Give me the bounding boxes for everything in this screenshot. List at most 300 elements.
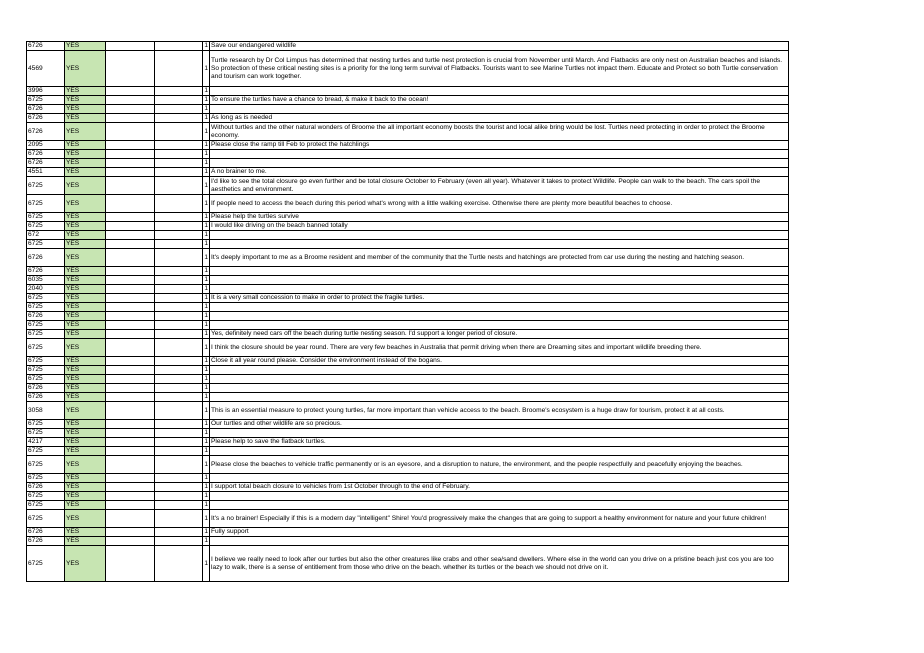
postcode-cell[interactable]: 6725 [27, 96, 65, 105]
empty-cell[interactable] [155, 312, 203, 321]
count-cell[interactable]: 1 [204, 285, 208, 292]
empty-cell[interactable] [106, 384, 155, 393]
postcode-cell[interactable]: 672 [27, 231, 65, 240]
postcode-cell[interactable]: 4569 [27, 51, 65, 87]
table-row [27, 393, 789, 402]
empty-cell[interactable] [155, 249, 203, 267]
postcode-cell[interactable]: 3996 [27, 87, 65, 96]
empty-cell[interactable] [106, 105, 155, 114]
empty-cell[interactable] [106, 429, 155, 438]
empty-cell[interactable] [106, 177, 155, 195]
empty-cell[interactable] [106, 114, 155, 123]
answer-cell[interactable]: YES [65, 501, 106, 510]
count-cell[interactable]: 1 [204, 366, 208, 373]
empty-cell[interactable] [106, 438, 155, 447]
empty-cell[interactable] [155, 195, 203, 213]
answer-cell[interactable]: YES [65, 546, 106, 582]
count-cell[interactable]: 1 [204, 294, 208, 301]
table-row [27, 438, 789, 447]
count-cell[interactable]: 1 [203, 177, 210, 195]
comment-cell[interactable] [210, 501, 789, 510]
comment-cell[interactable] [210, 87, 789, 96]
comment-cell[interactable]: It is a very small concession to make in order to protect the fragile turtles. [210, 294, 789, 303]
answer-cell[interactable]: YES [65, 105, 106, 114]
answer-cell[interactable]: YES [65, 213, 106, 222]
empty-cell[interactable] [155, 546, 203, 582]
empty-cell[interactable] [155, 123, 203, 141]
empty-cell[interactable] [155, 339, 203, 357]
empty-cell[interactable] [106, 195, 155, 213]
count-cell[interactable]: 1 [204, 267, 208, 274]
table-row [27, 528, 789, 537]
postcode-cell[interactable]: 2095 [27, 141, 65, 150]
comment-cell[interactable] [210, 276, 789, 285]
empty-cell[interactable] [106, 87, 155, 96]
empty-cell[interactable] [155, 240, 203, 249]
comment-cell[interactable] [210, 384, 789, 393]
comment-cell[interactable]: I support total beach closure to vehicles from 1st October through to the end of February. [210, 483, 789, 492]
comment-cell[interactable] [210, 447, 789, 456]
postcode-cell[interactable]: 4217 [27, 438, 65, 447]
count-cell[interactable]: 1 [204, 105, 208, 112]
answer-cell[interactable]: YES [65, 231, 106, 240]
comment-cell[interactable]: Please help to save the flatback turtles. [210, 438, 789, 447]
empty-cell[interactable] [155, 528, 203, 537]
postcode-cell[interactable]: 6726 [27, 384, 65, 393]
comment-cell[interactable] [210, 303, 789, 312]
postcode-cell[interactable]: 6726 [27, 528, 65, 537]
answer-cell[interactable]: YES [65, 141, 106, 150]
postcode-cell[interactable]: 6725 [27, 456, 65, 474]
comment-cell[interactable]: Close it all year round please. Consider the environment instead of the bogans. [210, 357, 789, 366]
count-cell[interactable]: 1 [204, 114, 208, 121]
empty-cell[interactable] [155, 447, 203, 456]
empty-cell[interactable] [106, 474, 155, 483]
postcode-cell[interactable]: 6725 [27, 375, 65, 384]
table-row [27, 159, 789, 168]
table-row [27, 114, 789, 123]
comment-cell[interactable] [210, 321, 789, 330]
table-body [27, 42, 789, 582]
count-cell[interactable]: 1 [204, 474, 208, 481]
empty-cell[interactable] [106, 483, 155, 492]
empty-cell[interactable] [155, 375, 203, 384]
count-cell[interactable]: 1 [204, 528, 208, 535]
empty-cell[interactable] [106, 321, 155, 330]
postcode-cell[interactable]: 2040 [27, 285, 65, 294]
count-cell[interactable]: 1 [204, 87, 208, 94]
comment-cell[interactable]: Save our endangered wildlife [210, 42, 789, 51]
comment-cell[interactable]: I'd like to see the total closure go even further and be total closure October to February (even all year). Whatever it takes to protect Wildlife. People can walk to the beach. The cars spoil the aesthetics and environment. [210, 177, 789, 195]
postcode-cell[interactable]: 6725 [27, 546, 65, 582]
empty-cell[interactable] [106, 303, 155, 312]
postcode-cell[interactable]: 6725 [27, 501, 65, 510]
table-row [27, 357, 789, 366]
answer-cell[interactable]: YES [65, 159, 106, 168]
table-row [27, 546, 789, 582]
postcode-cell[interactable]: 6726 [27, 159, 65, 168]
answer-cell[interactable]: YES [65, 96, 106, 105]
postcode-cell[interactable]: 6726 [27, 114, 65, 123]
empty-cell[interactable] [106, 375, 155, 384]
empty-cell[interactable] [106, 267, 155, 276]
empty-cell[interactable] [155, 429, 203, 438]
postcode-cell[interactable]: 6725 [27, 420, 65, 429]
postcode-cell[interactable]: 6725 [27, 510, 65, 528]
table-row [27, 456, 789, 474]
answer-cell[interactable]: YES [65, 339, 106, 357]
postcode-cell[interactable]: 6725 [27, 339, 65, 357]
empty-cell[interactable] [155, 285, 203, 294]
count-cell[interactable]: 1 [204, 303, 208, 310]
comment-cell[interactable] [210, 312, 789, 321]
answer-cell[interactable]: YES [65, 366, 106, 375]
count-cell[interactable]: 1 [204, 483, 208, 490]
count-cell[interactable]: 1 [203, 249, 210, 267]
postcode-cell[interactable]: 6725 [27, 222, 65, 231]
comment-cell[interactable]: I would like driving on the beach banned totally [210, 222, 789, 231]
empty-cell[interactable] [155, 222, 203, 231]
answer-cell[interactable]: YES [65, 537, 106, 546]
empty-cell[interactable] [155, 366, 203, 375]
comment-cell[interactable] [210, 150, 789, 159]
count-cell[interactable]: 1 [203, 510, 210, 528]
count-cell[interactable]: 1 [203, 402, 210, 420]
empty-cell[interactable] [106, 285, 155, 294]
answer-cell[interactable]: YES [65, 483, 106, 492]
comment-cell[interactable] [210, 366, 789, 375]
empty-cell[interactable] [155, 456, 203, 474]
empty-cell[interactable] [106, 123, 155, 141]
answer-cell[interactable]: YES [65, 420, 106, 429]
empty-cell[interactable] [106, 249, 155, 267]
empty-cell[interactable] [106, 339, 155, 357]
postcode-cell[interactable]: 6725 [27, 366, 65, 375]
empty-cell[interactable] [106, 528, 155, 537]
postcode-cell[interactable]: 6725 [27, 213, 65, 222]
postcode-cell[interactable]: 6725 [27, 447, 65, 456]
table-row [27, 492, 789, 501]
count-cell[interactable]: 1 [204, 438, 208, 445]
answer-cell[interactable]: YES [65, 357, 106, 366]
answer-cell[interactable]: YES [65, 42, 106, 51]
empty-cell[interactable] [106, 51, 155, 87]
answer-cell[interactable]: YES [65, 510, 106, 528]
empty-cell[interactable] [155, 357, 203, 366]
table-row [27, 285, 789, 294]
count-cell[interactable]: 1 [204, 537, 208, 544]
postcode-cell[interactable]: 6725 [27, 474, 65, 483]
comment-cell[interactable]: I think the closure should be year round. There are very few beaches in Australia that permit driving when there are Dreaming sites and important wildlife breeding there. [210, 339, 789, 357]
count-cell[interactable]: 1 [204, 240, 208, 247]
answer-cell[interactable]: YES [65, 438, 106, 447]
empty-cell[interactable] [155, 267, 203, 276]
comment-cell[interactable]: A no brainer to me. [210, 168, 789, 177]
empty-cell[interactable] [106, 312, 155, 321]
empty-cell[interactable] [155, 510, 203, 528]
postcode-cell[interactable]: 6726 [27, 537, 65, 546]
empty-cell[interactable] [106, 420, 155, 429]
answer-cell[interactable]: YES [65, 222, 106, 231]
count-cell[interactable]: 1 [204, 447, 208, 454]
count-cell[interactable]: 1 [203, 123, 210, 141]
empty-cell[interactable] [106, 546, 155, 582]
postcode-cell[interactable]: 6726 [27, 123, 65, 141]
answer-cell[interactable]: YES [65, 402, 106, 420]
postcode-cell[interactable]: 6726 [27, 150, 65, 159]
empty-cell[interactable] [155, 303, 203, 312]
answer-cell[interactable]: YES [65, 276, 106, 285]
comment-cell[interactable] [210, 231, 789, 240]
empty-cell[interactable] [106, 231, 155, 240]
empty-cell[interactable] [106, 168, 155, 177]
comment-cell[interactable] [210, 537, 789, 546]
answer-cell[interactable]: YES [65, 240, 106, 249]
empty-cell[interactable] [106, 42, 155, 51]
answer-cell[interactable]: YES [65, 447, 106, 456]
empty-cell[interactable] [106, 150, 155, 159]
empty-cell[interactable] [106, 240, 155, 249]
count-cell[interactable]: 1 [204, 141, 208, 148]
comment-cell[interactable]: Turtle research by Dr Col Limpus has determined that nesting turtles and turtle nest protection is crucial from November until March. And Flatbacks are only nest on Australian beaches and islands. So protection of these critical nesting sites is a priority for the long term survival of Flatbacks. Tourists want to see Marine Turtles not impact them. Educate and Protect so both Turtle conservation and tourism can work together. [210, 51, 789, 87]
answer-cell[interactable]: YES [65, 492, 106, 501]
empty-cell[interactable] [155, 114, 203, 123]
count-cell[interactable]: 1 [204, 312, 208, 319]
postcode-cell[interactable]: 6726 [27, 483, 65, 492]
empty-cell[interactable] [155, 294, 203, 303]
postcode-cell[interactable]: 6725 [27, 303, 65, 312]
answer-cell[interactable]: YES [65, 267, 106, 276]
empty-cell[interactable] [106, 447, 155, 456]
answer-cell[interactable]: YES [65, 249, 106, 267]
empty-cell[interactable] [155, 213, 203, 222]
empty-cell[interactable] [106, 393, 155, 402]
answer-cell[interactable]: YES [65, 177, 106, 195]
postcode-cell[interactable]: 6726 [27, 312, 65, 321]
comment-cell[interactable]: Please close the ramp till Feb to protect the hatchlings [210, 141, 789, 150]
empty-cell[interactable] [106, 357, 155, 366]
answer-cell[interactable]: YES [65, 474, 106, 483]
answer-cell[interactable]: YES [65, 429, 106, 438]
empty-cell[interactable] [155, 96, 203, 105]
table-row [27, 384, 789, 393]
count-cell[interactable]: 1 [204, 222, 208, 229]
empty-cell[interactable] [106, 222, 155, 231]
answer-cell[interactable]: YES [65, 150, 106, 159]
table-row [27, 267, 789, 276]
answer-cell[interactable]: YES [65, 114, 106, 123]
empty-cell[interactable] [155, 159, 203, 168]
comment-cell[interactable] [210, 159, 789, 168]
empty-cell[interactable] [155, 276, 203, 285]
postcode-cell[interactable]: 6726 [27, 42, 65, 51]
empty-cell[interactable] [106, 330, 155, 339]
empty-cell[interactable] [155, 384, 203, 393]
comment-cell[interactable] [210, 240, 789, 249]
empty-cell[interactable] [155, 501, 203, 510]
empty-cell[interactable] [106, 492, 155, 501]
postcode-cell[interactable]: 6725 [27, 240, 65, 249]
count-cell[interactable]: 1 [204, 375, 208, 382]
answer-cell[interactable]: YES [65, 321, 106, 330]
comment-cell[interactable]: Without turtles and the other natural wonders of Broome the all important economy boosts the tourist and local alike bring would be lost. Turtles need protecting in order to protect the Broome economy. [210, 123, 789, 141]
answer-cell[interactable]: YES [65, 456, 106, 474]
count-cell[interactable]: 1 [204, 159, 208, 166]
count-cell[interactable]: 1 [204, 321, 208, 328]
count-cell[interactable]: 1 [204, 213, 208, 220]
count-cell[interactable]: 1 [204, 384, 208, 391]
comment-cell[interactable]: This is an essential measure to protect young turtles, far more important than vehicle access to the beach. Broome's ecosystem is a huge draw for tourism, protect it at all costs. [210, 402, 789, 420]
empty-cell[interactable] [106, 366, 155, 375]
count-cell[interactable]: 1 [204, 150, 208, 157]
empty-cell[interactable] [106, 537, 155, 546]
answer-cell[interactable]: YES [65, 375, 106, 384]
postcode-cell[interactable]: 6725 [27, 321, 65, 330]
comment-cell[interactable] [210, 375, 789, 384]
count-cell[interactable]: 1 [204, 96, 208, 103]
comment-cell[interactable] [210, 267, 789, 276]
comment-cell[interactable]: Fully support [210, 528, 789, 537]
empty-cell[interactable] [106, 213, 155, 222]
empty-cell[interactable] [155, 168, 203, 177]
answer-cell[interactable]: YES [65, 294, 106, 303]
count-cell[interactable]: 1 [204, 393, 208, 400]
table-row [27, 474, 789, 483]
empty-cell[interactable] [155, 402, 203, 420]
table-row [27, 222, 789, 231]
comment-cell[interactable]: To ensure the turtles have a chance to bread, & make it back to the ocean! [210, 96, 789, 105]
empty-cell[interactable] [106, 402, 155, 420]
answer-cell[interactable]: YES [65, 285, 106, 294]
comment-cell[interactable]: Our turtles and other wildlife are so precious. [210, 420, 789, 429]
table-row [27, 51, 789, 87]
table-row [27, 501, 789, 510]
postcode-cell[interactable]: 4551 [27, 168, 65, 177]
answer-cell[interactable]: YES [65, 168, 106, 177]
comment-cell[interactable]: It's deeply important to me as a Broome resident and member of the community that the Turtle nests and hatchings are protected from car use during the nesting and hatching season. [210, 249, 789, 267]
empty-cell[interactable] [106, 294, 155, 303]
count-cell[interactable]: 1 [204, 492, 208, 499]
comment-cell[interactable]: I believe we really need to look after our turtles but also the other creatures like crabs and other sea/sand dwellers. Where else in the world can you drive on a pristine beach just cos you are too lazy to walk, there is a sense of entitlement from those who drive on the beach. whether its turtles or the beach we should not drive on it. [210, 546, 789, 582]
count-cell[interactable]: 1 [204, 357, 208, 364]
empty-cell[interactable] [155, 321, 203, 330]
empty-cell[interactable] [106, 501, 155, 510]
comment-cell[interactable] [210, 285, 789, 294]
count-cell[interactable]: 1 [203, 456, 210, 474]
count-cell[interactable]: 1 [204, 501, 208, 508]
postcode-cell[interactable]: 6726 [27, 393, 65, 402]
empty-cell[interactable] [106, 96, 155, 105]
count-cell[interactable]: 1 [204, 420, 208, 427]
table-row [27, 123, 789, 141]
empty-cell[interactable] [155, 483, 203, 492]
comment-cell[interactable]: Please close the beaches to vehicle traffic permanently or is an eyesore, and a disruption to nature, the environment, and the people respectfully and peacefully enjoying the beaches. [210, 456, 789, 474]
postcode-cell[interactable]: 6726 [27, 105, 65, 114]
comment-cell[interactable] [210, 393, 789, 402]
postcode-cell[interactable]: 6725 [27, 177, 65, 195]
answer-cell[interactable]: YES [65, 303, 106, 312]
table-row [27, 294, 789, 303]
comment-cell[interactable]: If people need to access the beach during this period what's wrong with a little walking exercise. Otherwise there are plenty more beautiful beaches to choose. [210, 195, 789, 213]
comment-cell[interactable] [210, 492, 789, 501]
comment-cell[interactable]: As long as is needed [210, 114, 789, 123]
empty-cell[interactable] [106, 159, 155, 168]
answer-cell[interactable]: YES [65, 87, 106, 96]
empty-cell[interactable] [155, 474, 203, 483]
empty-cell[interactable] [155, 51, 203, 87]
answer-cell[interactable]: YES [65, 393, 106, 402]
answer-cell[interactable]: YES [65, 51, 106, 87]
empty-cell[interactable] [106, 510, 155, 528]
postcode-cell[interactable]: 3058 [27, 402, 65, 420]
answer-cell[interactable]: YES [65, 528, 106, 537]
postcode-cell[interactable]: 6725 [27, 492, 65, 501]
empty-cell[interactable] [155, 537, 203, 546]
comment-cell[interactable]: Please help the turtles survive [210, 213, 789, 222]
answer-cell[interactable]: YES [65, 312, 106, 321]
count-cell[interactable]: 1 [203, 546, 210, 582]
empty-cell[interactable] [155, 105, 203, 114]
count-cell[interactable]: 1 [204, 168, 208, 175]
empty-cell[interactable] [155, 420, 203, 429]
empty-cell[interactable] [155, 393, 203, 402]
count-cell[interactable]: 1 [204, 330, 208, 337]
comment-cell[interactable] [210, 429, 789, 438]
empty-cell[interactable] [155, 141, 203, 150]
postcode-cell[interactable]: 6725 [27, 429, 65, 438]
empty-cell[interactable] [106, 141, 155, 150]
postcode-cell[interactable]: 6726 [27, 267, 65, 276]
table-row [27, 249, 789, 267]
comment-cell[interactable]: It's a no brainer! Especially if this is a modern day "intelligent" Shire! You'd progressively make the changes that are going to support a healthy environment for nature and your future children! [210, 510, 789, 528]
table-row [27, 483, 789, 492]
table-row [27, 240, 789, 249]
comment-cell[interactable]: Yes, definitely need cars off the beach during turtle nesting season. I'd support a longer period of closure. [210, 330, 789, 339]
table-row [27, 510, 789, 528]
count-cell[interactable]: 1 [204, 231, 208, 238]
postcode-cell[interactable]: 6725 [27, 195, 65, 213]
empty-cell[interactable] [155, 150, 203, 159]
answer-cell[interactable]: YES [65, 123, 106, 141]
postcode-cell[interactable]: 6725 [27, 294, 65, 303]
empty-cell[interactable] [106, 456, 155, 474]
table-row [27, 231, 789, 240]
count-cell[interactable]: 1 [203, 339, 210, 357]
comment-cell[interactable] [210, 474, 789, 483]
postcode-cell[interactable]: 6726 [27, 249, 65, 267]
empty-cell[interactable] [155, 177, 203, 195]
count-cell[interactable]: 1 [203, 195, 210, 213]
postcode-cell[interactable]: 6035 [27, 276, 65, 285]
postcode-cell[interactable]: 6725 [27, 357, 65, 366]
postcode-cell[interactable]: 6725 [27, 330, 65, 339]
answer-cell[interactable]: YES [65, 330, 106, 339]
empty-cell[interactable] [106, 276, 155, 285]
count-cell[interactable]: 1 [203, 51, 210, 87]
empty-cell[interactable] [155, 42, 203, 51]
comment-cell[interactable] [210, 105, 789, 114]
count-cell[interactable]: 1 [204, 42, 208, 49]
answer-cell[interactable]: YES [65, 195, 106, 213]
count-cell[interactable]: 1 [204, 276, 208, 283]
empty-cell[interactable] [155, 231, 203, 240]
empty-cell[interactable] [155, 87, 203, 96]
answer-cell[interactable]: YES [65, 384, 106, 393]
count-cell[interactable]: 1 [204, 429, 208, 436]
empty-cell[interactable] [155, 330, 203, 339]
empty-cell[interactable] [155, 438, 203, 447]
empty-cell[interactable] [155, 492, 203, 501]
